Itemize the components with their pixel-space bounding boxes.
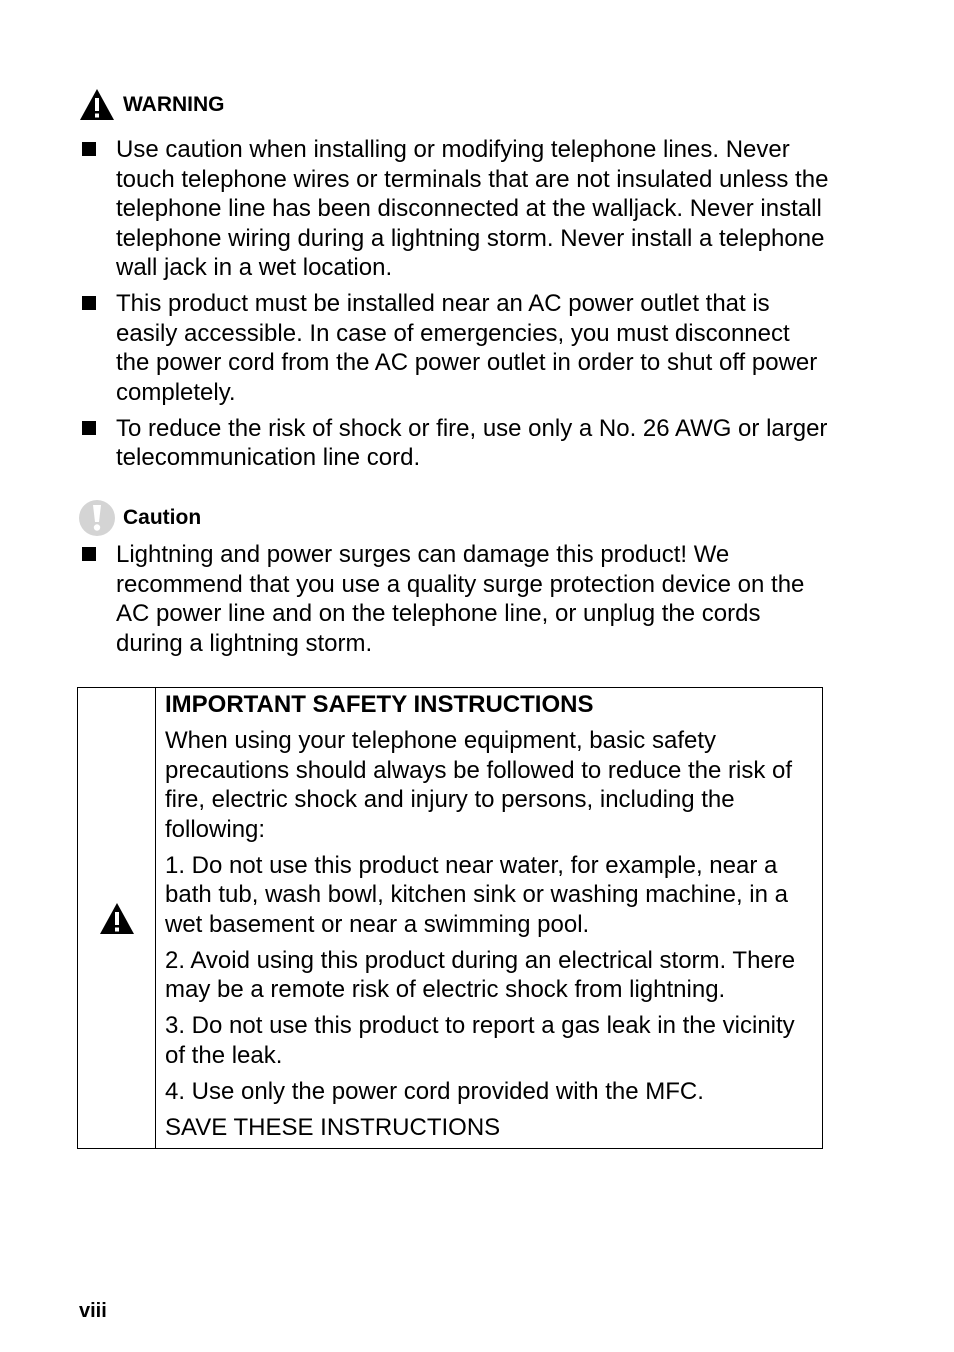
warning-label: WARNING [123,92,225,116]
safety-item: 1. Do not use this product near water, for example, near a bath tub, wash bowl, kitchen sink or washing machine, in a wet basement or near a swimming pool. [165,851,789,938]
safety-icon-column [78,688,156,1148]
bullet-square-icon [82,421,96,435]
safety-title: IMPORTANT SAFETY INSTRUCTIONS [165,691,594,718]
warning-item: Use caution when installing or modifying telephone lines. Never touch telephone wires or terminals that are not insulated unless the telephone line has been disconnected at the walljack. Never install telephone wiring during a lightning storm. Never install a telephone wall jack in a wet location. [79,135,829,283]
warning-item: To reduce the risk of shock or fire, use only a No. 26 AWG or larger telecommunication line cord. [79,414,829,473]
safety-instructions-box [77,687,823,1149]
caution-label: Caution [123,506,202,529]
caution-item: Lightning and power surges can damage this product! We recommend that you use a quality surge protection device on the AC power line and on the telephone line, or unplug the cords during a lightning storm. [79,540,829,658]
warning-item: This product must be installed near an AC power outlet that is easily accessible. In case of emergencies, you must disconnect the power cord from the AC power outlet in order to shut off power completely. [79,289,829,407]
safety-footer: SAVE THESE INSTRUCTIONS [165,1113,501,1141]
caution-heading [79,500,201,536]
safety-item: 4. Use only the power cord provided with the MFC. [165,1077,704,1105]
bullet-square-icon [82,547,96,561]
safety-item: 3. Do not use this product to report a gas leak in the vicinity of the leak. [165,1012,795,1069]
page-number: viii [79,1300,107,1322]
safety-intro: When using your telephone equipment, basic safety precautions should always be followed to reduce the risk of fire, electric shock and injury to persons, including the following: [165,727,793,843]
caution-exclamation-icon [79,500,115,536]
bullet-square-icon [82,142,96,156]
bullet-square-icon [82,296,96,310]
safety-item: 2. Avoid using this product during an electrical storm. There may be a remote risk of electric shock from lightning. [165,946,796,1003]
warning-heading [79,88,225,121]
warning-triangle-icon [99,902,135,935]
warning-triangle-icon [79,88,115,121]
safety-text-column [156,688,822,1148]
caution-list [79,540,829,665]
warning-list [79,135,829,479]
